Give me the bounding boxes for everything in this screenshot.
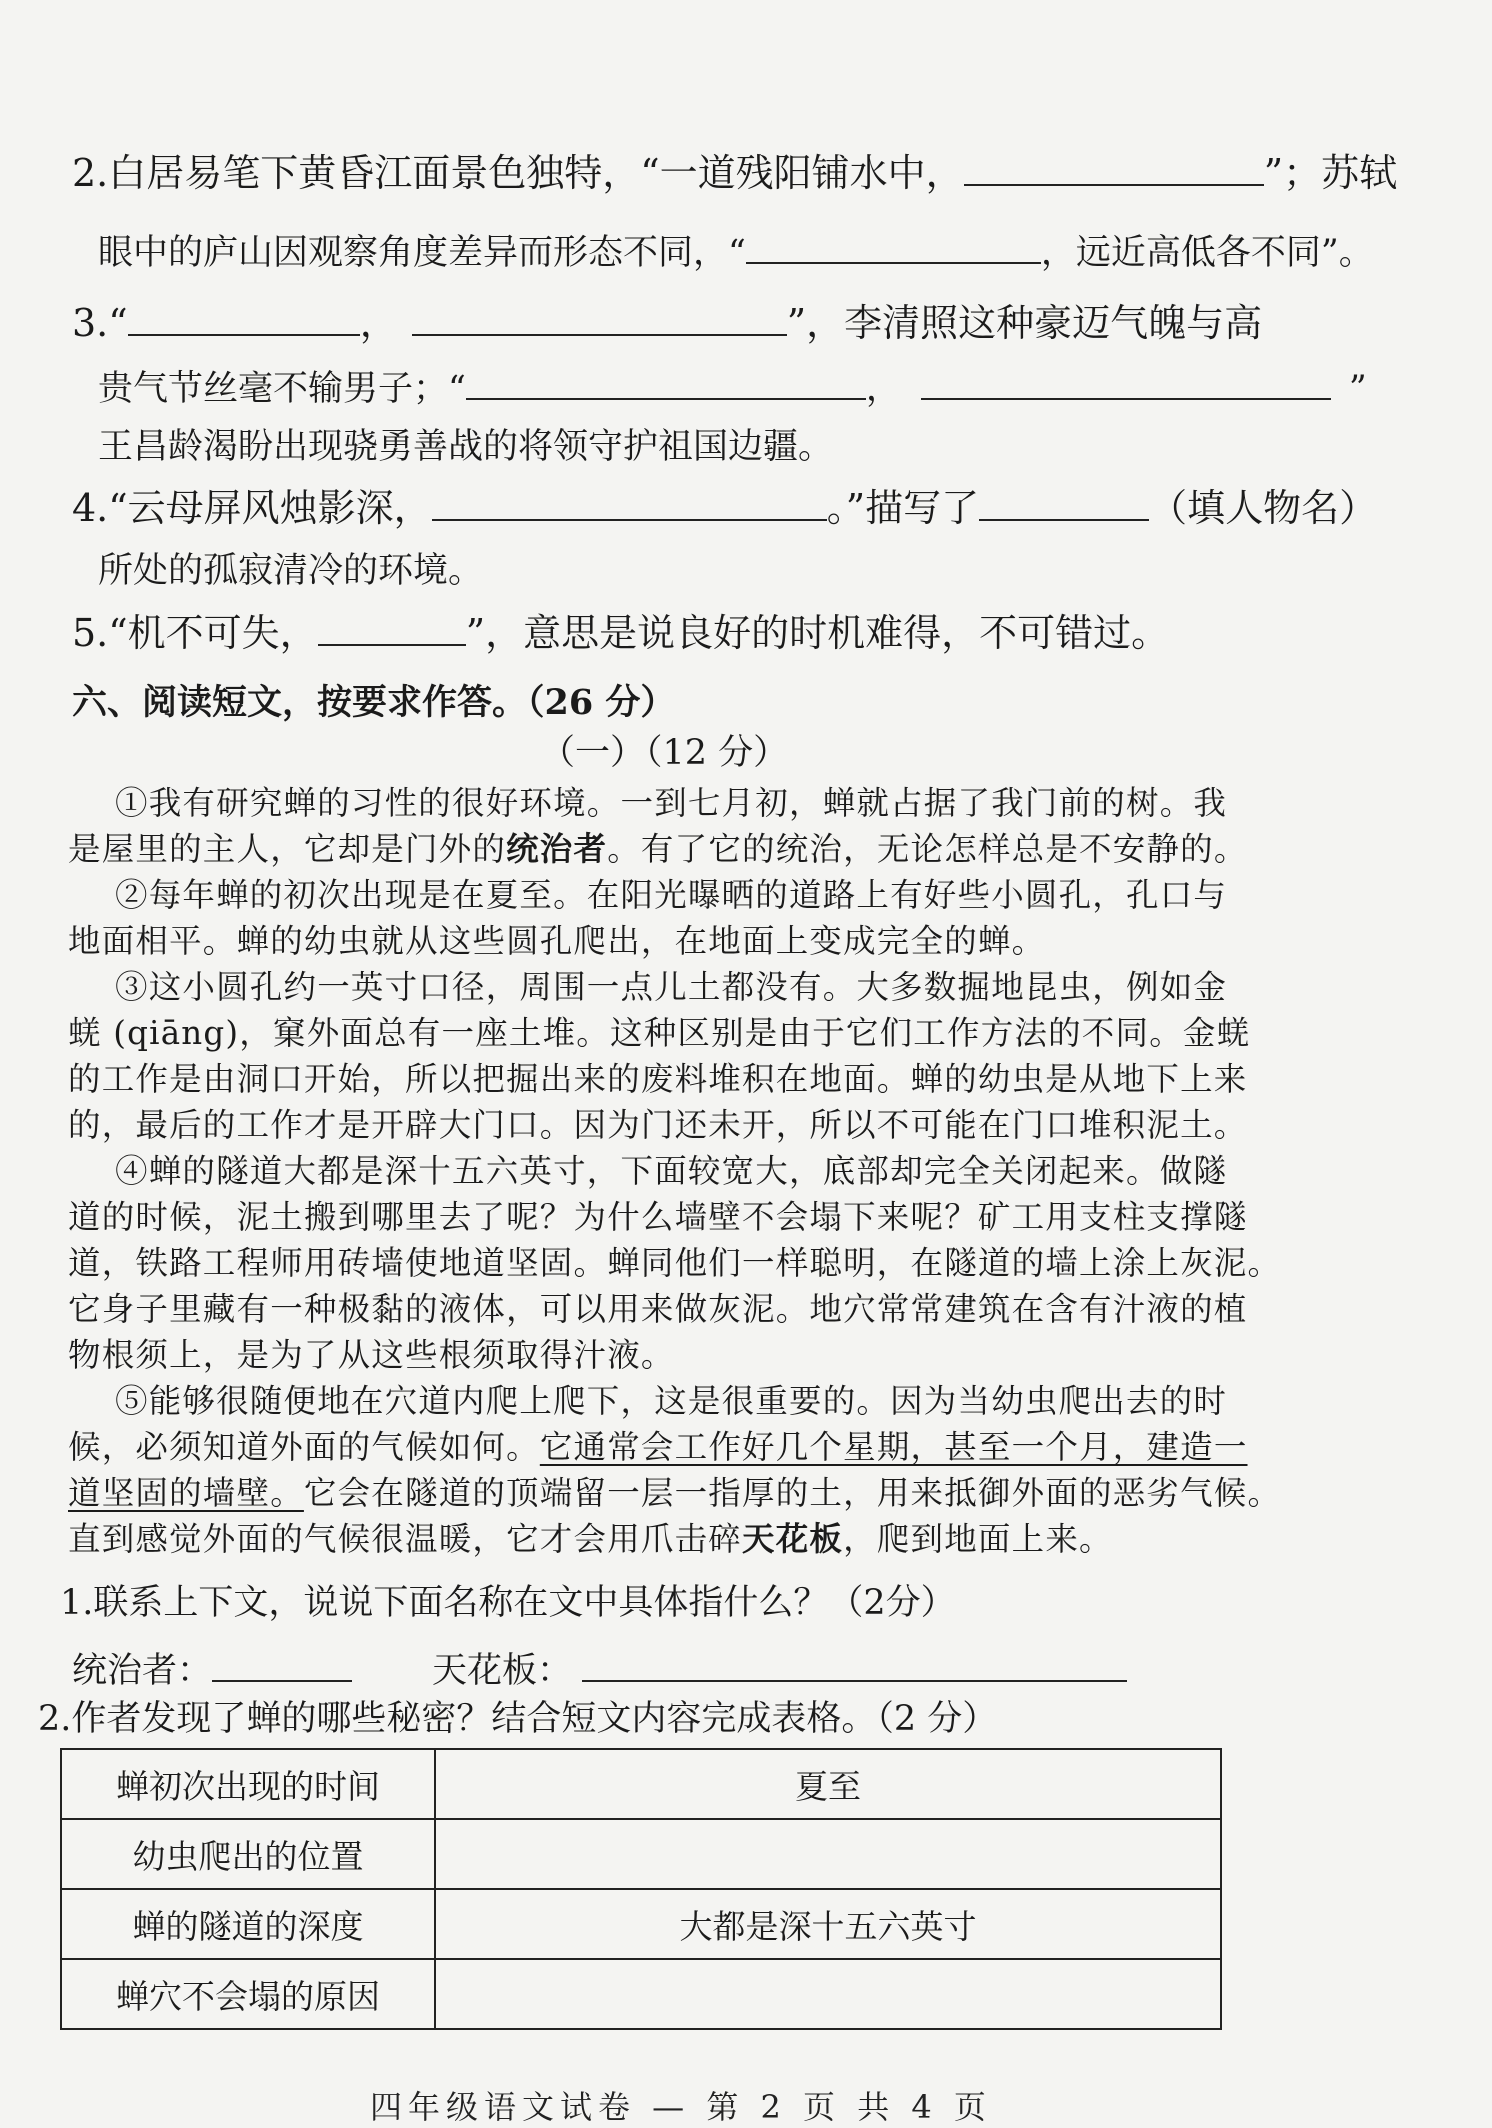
q5-text-b: ”，意思是说良好的时机难得，不可错过。 <box>465 611 1170 655</box>
q2-blank-1[interactable] <box>964 150 1264 186</box>
keyword-rulers: 统治者 <box>506 829 608 868</box>
passage-text: ，爬到地面上来。 <box>843 1520 1113 1558</box>
passage-line: 蜣 (qiāng)，窠外面总有一座土堆。这种区别是由于它们工作方法的不同。金蜣 <box>68 1014 1251 1052</box>
q3-text-b: ， <box>359 301 398 345</box>
table-value[interactable]: 大都是深十五六英寸 <box>435 1889 1221 1959</box>
q3-text-f: ” <box>1348 369 1367 409</box>
q3-line-2 <box>98 364 1367 412</box>
table-row <box>61 1819 1221 1889</box>
passage-line: 物根须上，是为了从这些根须取得汁液。 <box>68 1336 675 1374</box>
q1-label-ceiling: 天花板： <box>432 1651 573 1691</box>
q4-line-1 <box>72 485 1377 531</box>
q2-text-d: ，远近高低各不同”。 <box>1040 233 1374 273</box>
passage-line: 道，铁路工程师用砖墙使地道坚固。蝉同他们一样聪明，在隧道的墙上涂上灰泥。 <box>68 1244 1282 1282</box>
passage-line: 地面相平。蝉的幼虫就从这些圆孔爬出，在地面上变成完全的蝉。 <box>68 922 1046 960</box>
table-row <box>61 1749 1221 1819</box>
passage-line: ②每年蝉的初次出现是在夏至。在阳光曝晒的道路上有好些小圆孔，孔口与 <box>115 876 1228 914</box>
passage-text: 是屋里的主人，它却是门外的 <box>68 830 507 868</box>
underlined-sentence: 它通常会工作好几个星期，甚至一个月，建造一 <box>539 1428 1248 1466</box>
passage-line: ③这小圆孔约一英寸口径，周围一点儿土都没有。大多数掘地昆虫，例如金 <box>115 968 1228 1006</box>
passage-text: 候，必须知道外面的气候如何。 <box>68 1428 540 1466</box>
q5-blank[interactable] <box>318 610 466 646</box>
passage-line <box>68 1470 1281 1516</box>
q1-label-rulers: 统治者： <box>72 1651 213 1691</box>
question-2: 2.作者发现了蝉的哪些秘密？结合短文内容完成表格。（2 分） <box>38 1699 998 1739</box>
passage-line: 道的时候，泥土搬到哪里去了呢？为什么墙壁不会塌下来呢？矿工用支柱支撑隧 <box>68 1198 1248 1236</box>
table-key: 蝉穴不会塌的原因 <box>61 1959 435 2029</box>
passage-text: 它会在隧道的顶端留一层一指厚的土，用来抵御外面的恶劣气候。 <box>303 1474 1282 1512</box>
question-1-answers <box>72 1646 1127 1694</box>
q1-blank-ceiling[interactable] <box>582 1646 1127 1682</box>
q2-text-c: 眼中的庐山因观察角度差异而形态不同，“ <box>98 233 746 273</box>
page-footer: 四年级语文试卷 — 第 2 页 共 4 页 <box>370 2088 992 2126</box>
passage-text: 直到感觉外面的气候很温暖，它才会用爪击碎 <box>68 1520 743 1558</box>
q3-text-a: 3.“ <box>72 301 128 345</box>
passage-line <box>68 1516 1113 1562</box>
q4-text-a: 4.“云母屏风烛影深， <box>72 486 432 530</box>
q3-text-c: ”，李清照这种豪迈气魄与高 <box>786 301 1263 345</box>
q3-line-3: 王昌龄渴盼出现骁勇善战的将领守护祖国边疆。 <box>98 427 834 467</box>
q4-line-2: 所处的孤寂清冷的环境。 <box>98 551 484 591</box>
passage-line: 它身子里藏有一种极黏的液体，可以用来做灰泥。地穴常常建筑在含有汁液的植 <box>68 1290 1248 1328</box>
passage-line: ⑤能够很随便地在穴道内爬上爬下，这是很重要的。因为当幼虫爬出去的时 <box>115 1382 1228 1420</box>
passage-line: 的，最后的工作才是开辟大门口。因为门还未开，所以不可能在门口堆积泥土。 <box>68 1106 1248 1144</box>
q5-text-a: 5.“机不可失， <box>72 611 318 655</box>
q4-text-c: （填人物名） <box>1149 486 1378 530</box>
q4-blank-1[interactable] <box>432 485 827 521</box>
q3-text-e: ， <box>865 369 901 409</box>
q2-line-1 <box>72 150 1397 196</box>
q2-text-a: 2.白居易笔下黄昏江面景色独特，“一道残阳铺水中， <box>72 151 964 195</box>
q3-blank-1[interactable] <box>128 300 360 336</box>
underlined-sentence: 道坚固的墙壁。 <box>68 1474 304 1512</box>
question-1: 1.联系上下文，说说下面名称在文中具体指什么？（2分） <box>60 1583 956 1623</box>
q1-blank-rulers[interactable] <box>212 1646 352 1682</box>
passage-line <box>68 1424 1248 1470</box>
keyword-ceiling: 天花板 <box>742 1519 844 1558</box>
table-row <box>61 1959 1221 2029</box>
passage-text: 。有了它的统治，无论怎样总是不安静的。 <box>607 830 1248 868</box>
section-title: 六、阅读短文，按要求作答。（26 分） <box>72 682 676 723</box>
q2-blank-2[interactable] <box>746 228 1041 264</box>
q3-blank-2[interactable] <box>412 300 787 336</box>
table-value[interactable]: 夏至 <box>435 1749 1221 1819</box>
table-value[interactable] <box>435 1819 1221 1889</box>
q3-line-1 <box>72 300 1262 346</box>
q2-line-2 <box>98 228 1374 276</box>
table-key: 蝉初次出现的时间 <box>61 1749 435 1819</box>
q5-line <box>72 610 1169 656</box>
passage-line: ④蝉的隧道大都是深十五六英寸，下面较宽大，底部却完全关闭起来。做隧 <box>115 1152 1228 1190</box>
section-subtitle: （一）（12 分） <box>540 733 789 773</box>
q3-text-d: 贵气节丝毫不输男子；“ <box>98 369 466 409</box>
table-key: 幼虫爬出的位置 <box>61 1819 435 1889</box>
passage-line <box>68 826 1248 872</box>
table-value[interactable] <box>435 1959 1221 2029</box>
q4-text-b: 。”描写了 <box>826 486 980 530</box>
q3-blank-3[interactable] <box>466 364 866 400</box>
table-key: 蝉的隧道的深度 <box>61 1889 435 1959</box>
q4-blank-2[interactable] <box>979 485 1149 521</box>
table-row <box>61 1889 1221 1959</box>
passage-line: ①我有研究蝉的习性的很好环境。一到七月初，蝉就占据了我门前的树。我 <box>115 784 1228 822</box>
secret-table <box>60 1748 1222 2030</box>
q3-blank-4[interactable] <box>921 364 1331 400</box>
passage-line: 的工作是由洞口开始，所以把掘出来的废料堆积在地面。蝉的幼虫是从地下上来 <box>68 1060 1248 1098</box>
q2-text-b: ”；苏轼 <box>1263 151 1398 195</box>
